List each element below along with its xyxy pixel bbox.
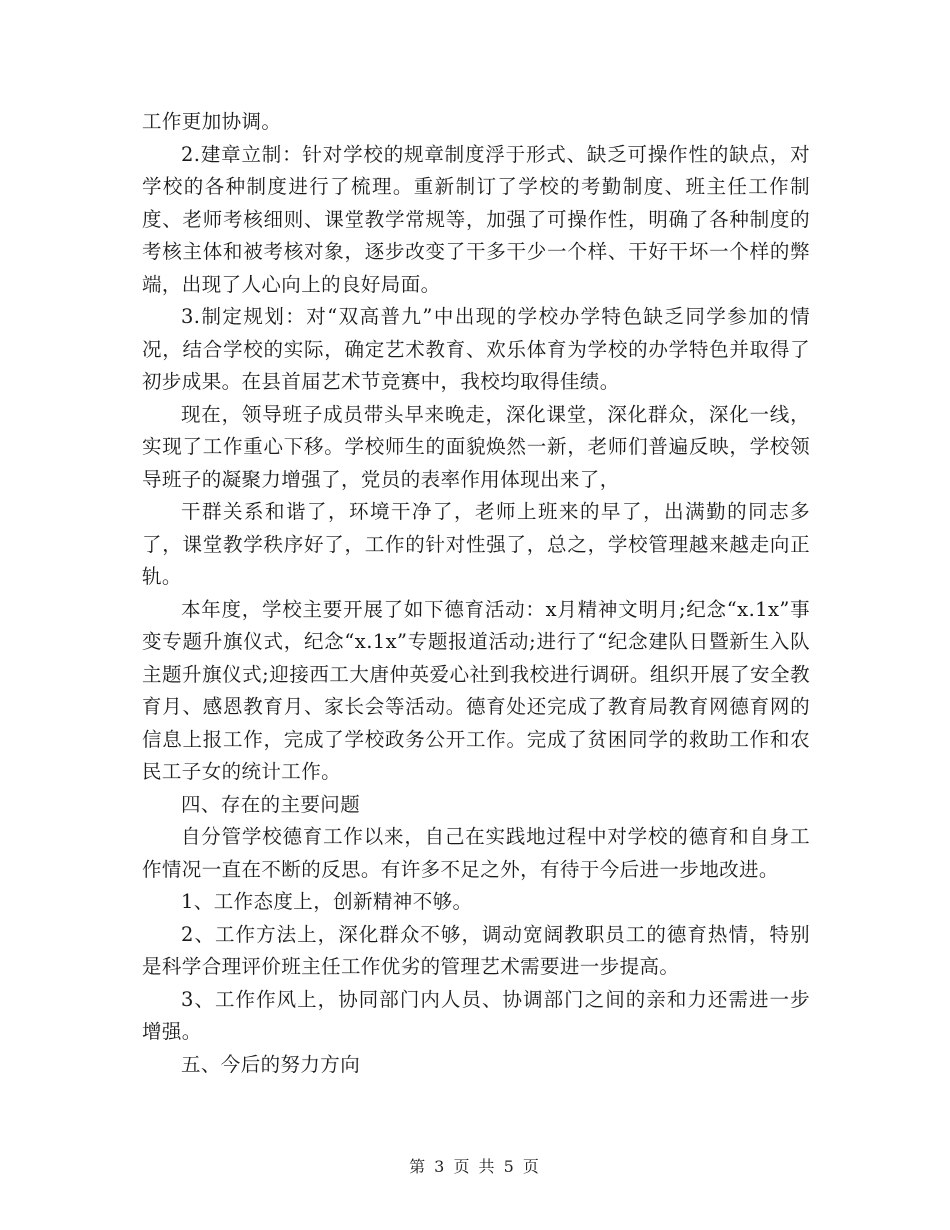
problem-item-method: 2、工作方法上，深化群众不够，调动宽阔教职员工的德育热情，特别是科学合理评价班主任工作优劣的管理艺术需要进一步提高。 [142,922,810,978]
paragraph-regulations: 2.建章立制：针对学校的规章制度浮于形式、缺乏可操作性的缺点，对学校的各种制度进行了梳理。重新制订了学校的考勤制度、班主任工作制度、老师考核细则、课堂教学常规等，加强了可操作性，明确了各种制度的考核主体和被考核对象，逐步改变了干多干少一个样、干好干坏一个样的弊端，出现了人心向上的良好局面。 [142,142,810,296]
paragraph-continuation: 工作更加协调。 [142,110,282,133]
section-heading-main-problems: 四、存在的主要问题 [181,792,361,816]
document-body [142,106,810,1081]
section-heading-future-direction: 五、今后的努力方向 [181,1052,361,1076]
problem-item-attitude: 1、工作态度上，创新精神不够。 [181,890,473,913]
paragraph-relations: 干群关系和谐了，环境干净了，老师上班来的早了，出满勤的同志多了，课堂教学秩序好了，工作的针对性强了，总之，学校管理越来越走向正轨。 [142,500,810,588]
paragraph-planning: 3.制定规划：对“双高普九”中出现的学校办学特色缺乏同学参加的情况，结合学校的实际，确定艺术教育、欢乐体育为学校的办学特色并取得了初步成果。在县首届艺术节竞赛中，我校均取得佳绩。 [142,305,810,393]
paragraph-current-status: 现在，领导班子成员带头早来晚走，深化课堂，深化群众，深化一线，实现了工作重心下移。学校师生的面貌焕然一新，老师们普遍反映，学校领导班子的凝聚力增强了，党员的表率作用体现出来了， [142,402,810,491]
problem-item-style: 3、工作作风上，协同部门内人员、协调部门之间的亲和力还需进一步增强。 [142,987,810,1043]
paragraph-moral-activities: 本年度，学校主要开展了如下德育活动：x月精神文明月;纪念“x.1x”事变专题升旗仪式，纪念“x.1x”专题报道活动;进行了“纪念建队日暨新生入队主题升旗仪式;迎接西工大唐仲英爱心社到我校进行调研。组织开展了安全教育月、感恩教育月、家长会等活动。德育处还完成了教育局教育网德育网的信息上报工作，完成了学校政务公开工作。完成了贫困同学的救助工作和农民工子女的统计工作。 [142,597,810,783]
paragraph-reflection: 自分管学校德育工作以来，自己在实践地过程中对学校的德育和自身工作情况一直在不断的反思。有许多不足之外，有待于今后进一步地改进。 [142,825,810,881]
page-number-footer: 第 3 页 共 5 页 [409,1157,541,1176]
